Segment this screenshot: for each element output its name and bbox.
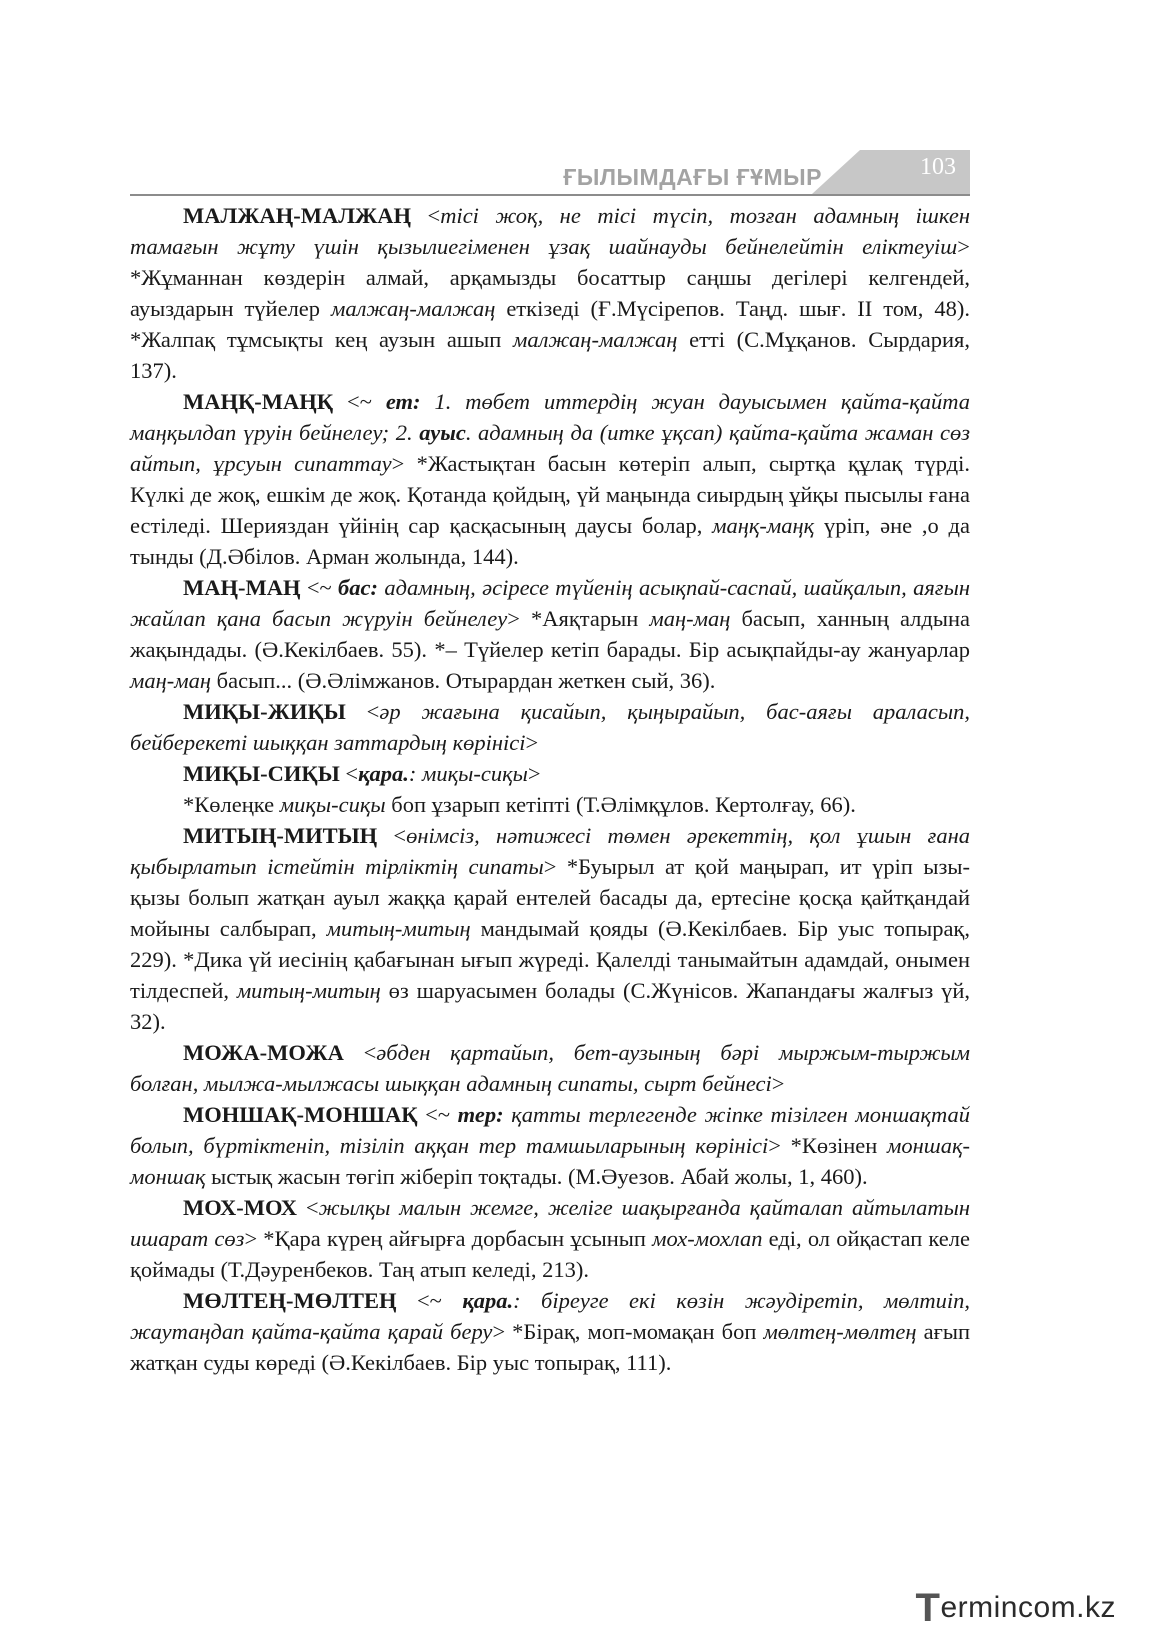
entry-miky_siky bbox=[130, 758, 970, 789]
headword: МАЛЖАҢ-МАЛЖАҢ bbox=[183, 203, 411, 228]
example-text: <~ bbox=[300, 575, 339, 600]
example-text: > *Жұманнан көздерін алмай, арқамызды босаттыр саңшы дегілері келгендей, ауыздарын түйелер bbox=[130, 234, 970, 321]
example-text: > *Жастықтан басын көтеріп алып, сыртқа құлақ түрді. Күлкі де жоқ, ешкім де жоқ. Қотанда қойдың, үй маңында сиырдың ұйқы пысылы ғана естіледі. Шерияздан үйінің сар қасқасының даусы болар, bbox=[130, 451, 971, 538]
headword: МИТЫҢ-МИТЫҢ bbox=[183, 823, 378, 848]
entry-mokh bbox=[130, 1192, 970, 1285]
example-text: > *Қара күрең айғырға дорбасын ұсынып bbox=[244, 1226, 653, 1251]
definition-text: . адамның да (итке ұқсап) қайта-қайта жаман сөз айтып, ұрсуын сипаттау bbox=[130, 420, 971, 476]
definition-text: қатты терлегенде жіпке тізілген моншақтай болып, бүртіктеніп, тізіліп аққан тер тамшыларының көрінісі bbox=[130, 1102, 970, 1158]
grammar-label: қара. bbox=[358, 761, 409, 786]
headword: МИҚЫ-СИҚЫ bbox=[183, 761, 340, 786]
running-title: ҒЫЛЫМДАҒЫ ҒҰМЫР bbox=[563, 164, 822, 190]
example-text: еді, ол ойқастап келе қоймады (Т.Дәуренбеков. Таң атып келеді, 213). bbox=[130, 1226, 971, 1282]
definition-text: митың-митың bbox=[236, 978, 381, 1003]
site-watermark bbox=[916, 1586, 1116, 1631]
entry-man bbox=[130, 572, 970, 696]
example-text: > *Бірақ, моп-момақан боп bbox=[492, 1319, 764, 1344]
entry-molten bbox=[130, 1285, 970, 1378]
grammar-label: тер: bbox=[457, 1102, 504, 1127]
watermark-text: ermincom.kz bbox=[940, 1591, 1116, 1624]
example-text: <~ bbox=[417, 1102, 458, 1127]
entry-monshak bbox=[130, 1099, 970, 1192]
example-text: етті (С.Мұқанов. Сырдария, 137). bbox=[130, 327, 970, 383]
example-text: боп ұзарып кетіпті (Т.Әлімқұлов. Кертолғау, 66). bbox=[385, 792, 856, 817]
example-text: мандымай қояды (Ә.Кекілбаев. Бір уыс топырақ, 229). *Дика үй иесінің қабағынан ығып жүреді. Қалелді танымайтын адамдай, онымен тілдеспей, bbox=[130, 916, 970, 1003]
definition-text: адамның, әсіресе түйенің асықпай-саспай, шайқалып, аяғын жайлап қана басып жүруін бейнелеу bbox=[130, 575, 970, 631]
example-text: ыстық жасын төгіп жіберіп тоқтады. (М.Әуезов. Абай жолы, 1, 460). bbox=[205, 1164, 868, 1189]
example-text: > *Аяқтарын bbox=[507, 606, 650, 631]
header-rule bbox=[130, 194, 970, 196]
example-text: өз шаруасымен болады (С.Жүнісов. Жапандағы жалғыз үй, 32). bbox=[130, 978, 970, 1034]
definition-text: митың-митың bbox=[326, 916, 471, 941]
headword: МОНШАҚ-МОНШАҚ bbox=[183, 1102, 418, 1127]
entry-mozha bbox=[130, 1037, 970, 1099]
headword: МОХ-МОХ bbox=[183, 1195, 297, 1220]
grammar-label: ет: bbox=[385, 389, 421, 414]
example-text: < bbox=[339, 761, 359, 786]
example-text: > *Буырыл ат қой маңырап, ит үріп ызы-қызы болып жатқан ауыл жаққа қарай ентелей басады да, ертесіне қосқа қайтқандай мойыны салбырап, bbox=[130, 854, 970, 941]
example-text: <~ bbox=[333, 389, 386, 414]
example-text: < bbox=[296, 1195, 319, 1220]
example-text: < bbox=[411, 203, 441, 228]
running-header bbox=[130, 150, 970, 196]
example-text: > bbox=[771, 1071, 785, 1096]
definition-text: : біреуге екі көзін жәудіретіп, мөлтиіп, жаутаңдап қайта-қайта қарай беру bbox=[130, 1288, 970, 1344]
headword: МАҢҚ-МАҢҚ bbox=[183, 389, 334, 414]
definition-text: мөлтең-мөлтең bbox=[763, 1319, 917, 1344]
definition-text: маң-маң bbox=[649, 606, 731, 631]
grammar-label: ауыс bbox=[419, 420, 466, 445]
definition-text: өнімсіз, нәтижесі төмен әрекеттің, қол ұшын ғана қыбырлатып істейтін тірліктің сипаты bbox=[130, 823, 970, 879]
grammar-label: қара. bbox=[462, 1288, 514, 1313]
headword: МАҢ-МАҢ bbox=[183, 575, 301, 600]
definition-text: жылқы малын жемге, желіге шақырғанда қайталап айтылатын ишарат сөз bbox=[130, 1195, 970, 1251]
watermark-logo-letter: T bbox=[915, 1586, 941, 1630]
example-text: ағып жатқан суды көреді (Ә.Кекілбаев. Бір уыс топырақ, 111). bbox=[130, 1319, 971, 1375]
example-text: *Көлеңке bbox=[183, 792, 280, 817]
definition-text: 1. төбет иттердің жуан дауысымен қайта-қайта маңқылдап үруін бейнелеу; 2. bbox=[130, 389, 970, 445]
definition-text: әбден қартайып, бет-аузының бәрі мыржым-тыржым болған, мылжа-мылжасы шыққан адамның сипаты, сырт бейнесі bbox=[130, 1040, 970, 1096]
definition-text: әр жағына қисайып, қыңырайып, бас-аяғы араласып, бейберекеті шыққан заттардың көрінісі bbox=[130, 699, 970, 755]
definition-text: : миқы-сиқы bbox=[408, 761, 528, 786]
headword: МИҚЫ-ЖИҚЫ bbox=[183, 699, 346, 724]
example-text: > bbox=[525, 730, 539, 755]
example-text: басып, ханның алдына жақындады. (Ә.Кекілбаев. 55). *– Түйелер кетіп барады. Бір асықпайды-ау жануарлар bbox=[130, 606, 970, 662]
definition-text: малжаң-малжаң bbox=[512, 327, 678, 352]
example-text: > *Көзінен bbox=[768, 1133, 887, 1158]
page-number: 103 bbox=[920, 154, 956, 180]
example-text: <~ bbox=[396, 1288, 463, 1313]
headword: МӨЛТЕҢ-МӨЛТЕҢ bbox=[183, 1288, 397, 1313]
definition-text: малжаң-малжаң bbox=[330, 296, 496, 321]
definition-text: тісі жоқ, не тісі түсіп, тозған адамның ішкен тамағын жұту үшін қызылиегіменен ұзақ шайнауды бейнелейтін еліктеуіш bbox=[130, 203, 970, 259]
entry-mank bbox=[130, 386, 970, 572]
entry-malzhan bbox=[130, 200, 970, 386]
example-text: > bbox=[527, 761, 541, 786]
definition-text: мох-мохлап bbox=[652, 1226, 763, 1251]
definition-text: миқы-сиқы bbox=[279, 792, 386, 817]
example-text: < bbox=[343, 1040, 377, 1065]
entry-miky_zhiky bbox=[130, 696, 970, 758]
example-text: басып... (Ә.Әлімжанов. Отырардан жеткен сый, 36). bbox=[211, 668, 716, 693]
example-text: < bbox=[345, 699, 380, 724]
entry-mityn bbox=[130, 820, 970, 1037]
example-text: < bbox=[377, 823, 407, 848]
grammar-label: бас: bbox=[338, 575, 378, 600]
example-text: үріп, әне ,о да тынды (Д.Әбілов. Арман жолында, 144). bbox=[130, 513, 970, 569]
example-text: еткізеді (Ғ.Мүсірепов. Таңд. шығ. ІІ том, 48). *Жалпақ тұмсықты кең аузын ашып bbox=[130, 296, 970, 352]
dictionary-entries bbox=[130, 200, 970, 1378]
definition-text: моншақ-моншақ bbox=[130, 1133, 970, 1189]
headword: МОЖА-МОЖА bbox=[183, 1040, 344, 1065]
definition-text: маңқ-маңқ bbox=[712, 513, 815, 538]
entry-miky_siky_ex bbox=[130, 789, 970, 820]
definition-text: маң-маң bbox=[130, 668, 212, 693]
